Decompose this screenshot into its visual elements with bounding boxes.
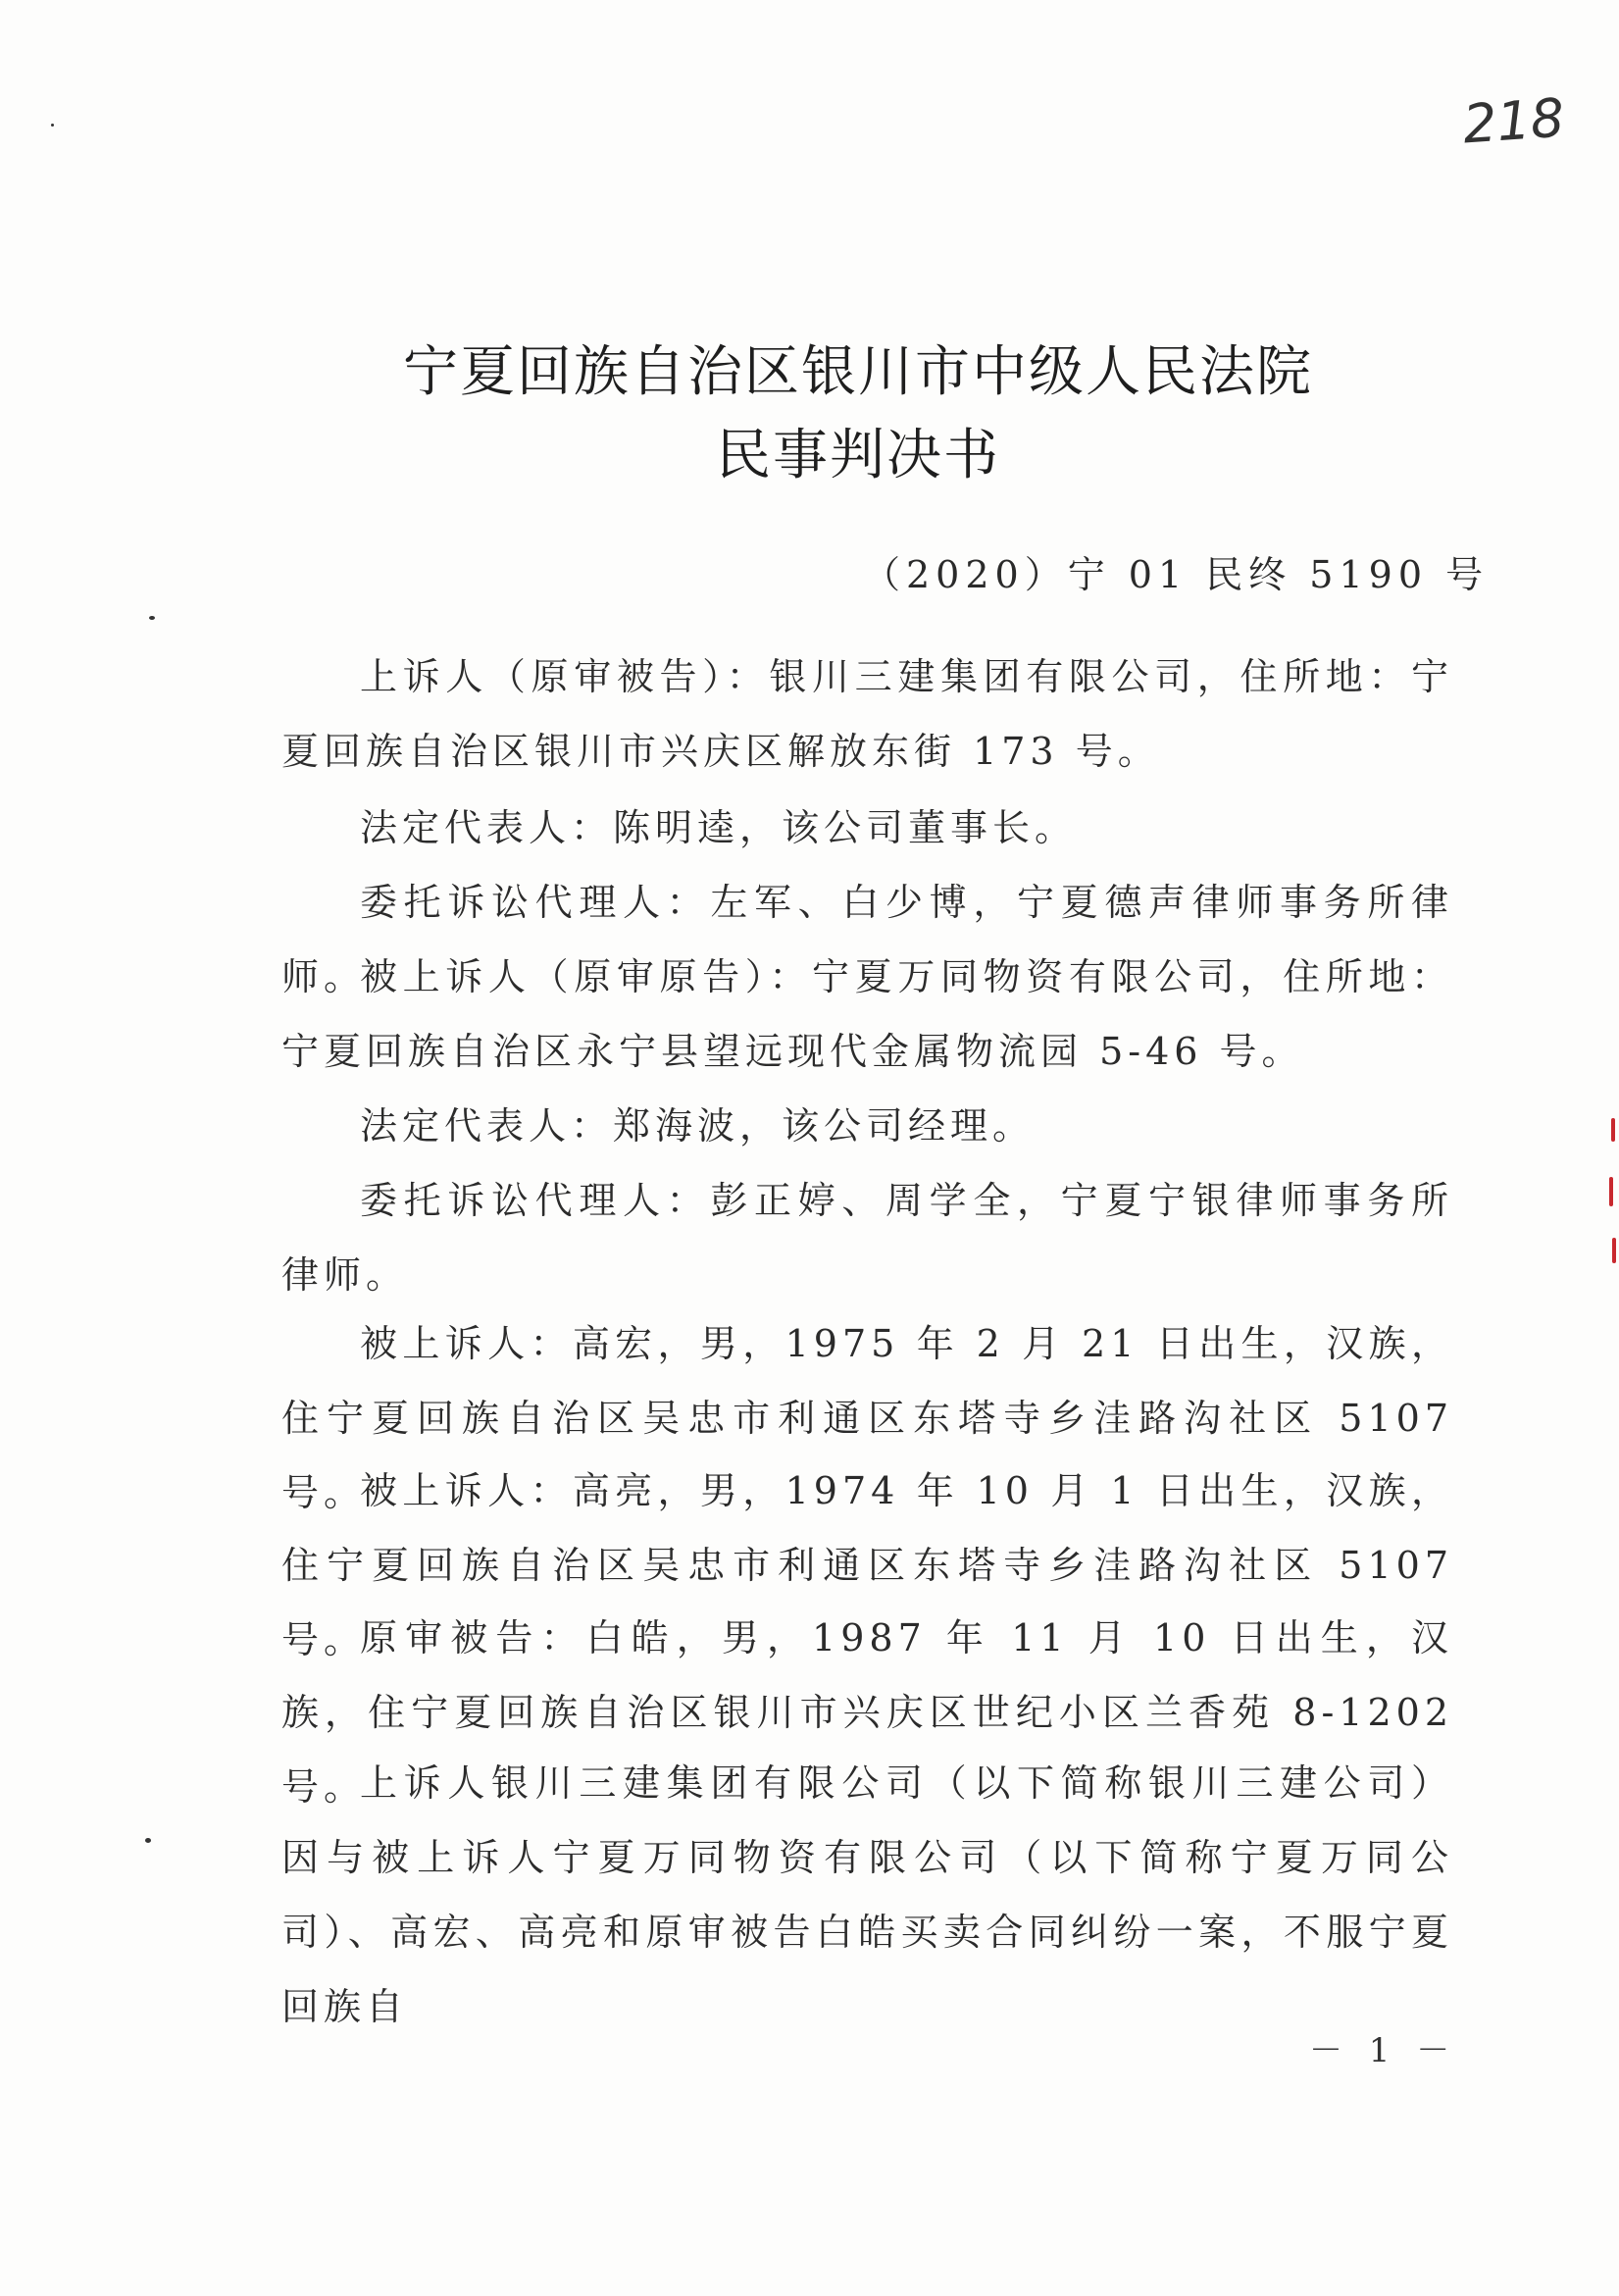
paragraph-appellee-gao-hong: 被上诉人：高宏，男，1975 年 2 月 21 日出生，汉族，住宁夏回族自治区吴忠市利通区东塔寺乡洼路沟社区 5107 号。 (281, 1322, 1453, 1514)
paragraph-appellant-legal-rep: 法定代表人：陈明逵，该公司董事长。 (360, 806, 1078, 849)
handwritten-page-mark: 218 (1460, 86, 1567, 156)
seal-edge-mark (1612, 1238, 1616, 1263)
scan-speck (149, 616, 155, 620)
document-type-title: 民事判决书 (716, 424, 1000, 487)
paragraph-appellee-gao-liang: 被上诉人：高亮，男，1974 年 10 月 1 日出生，汉族，住宁夏回族自治区吴忠市利通区东塔寺乡洼路沟社区 5107 号。 (281, 1469, 1453, 1661)
scan-speck (51, 124, 54, 127)
paragraph-appellant-agent: 委托诉讼代理人：左军、白少博，宁夏德声律师事务所律师。 (281, 881, 1453, 998)
paragraph-case-summary: 上诉人银川三建集团有限公司（以下简称银川三建公司）因与被上诉人宁夏万同物资有限公司（以下简称宁夏万同公司）、高宏、高亮和原审被告白皓买卖合同纠纷一案，不服宁夏回族自 (281, 1761, 1453, 2028)
seal-edge-mark (1611, 1118, 1615, 1142)
paragraph-appellee-legal-rep: 法定代表人：郑海波，该公司经理。 (360, 1104, 1036, 1148)
seal-edge-mark (1609, 1177, 1613, 1206)
court-name-title: 宁夏回族自治区银川市中级人民法院 (403, 340, 1313, 404)
paragraph-appellant: 上诉人（原审被告）：银川三建集团有限公司，住所地：宁夏回族自治区银川市兴庆区解放东街 173 号。 (281, 655, 1453, 773)
paragraph-appellee-agent: 委托诉讼代理人：彭正婷、周学全，宁夏宁银律师事务所律师。 (281, 1179, 1453, 1297)
paragraph-appellee-company: 被上诉人（原审原告）：宁夏万同物资有限公司，住所地：宁夏回族自治区永宁县望远现代金属物流园 5-46 号。 (281, 955, 1453, 1073)
case-number: （2020）宁 01 民终 5190 号 (863, 553, 1490, 596)
scan-speck (145, 1838, 151, 1843)
page-number: － 1 － (1309, 2031, 1458, 2070)
paragraph-original-defendant: 原审被告：白皓，男，1987 年 11 月 10 日出生，汉族，住宁夏回族自治区银川市兴庆区世纪小区兰香苑 8-1202 号。 (281, 1616, 1453, 1809)
